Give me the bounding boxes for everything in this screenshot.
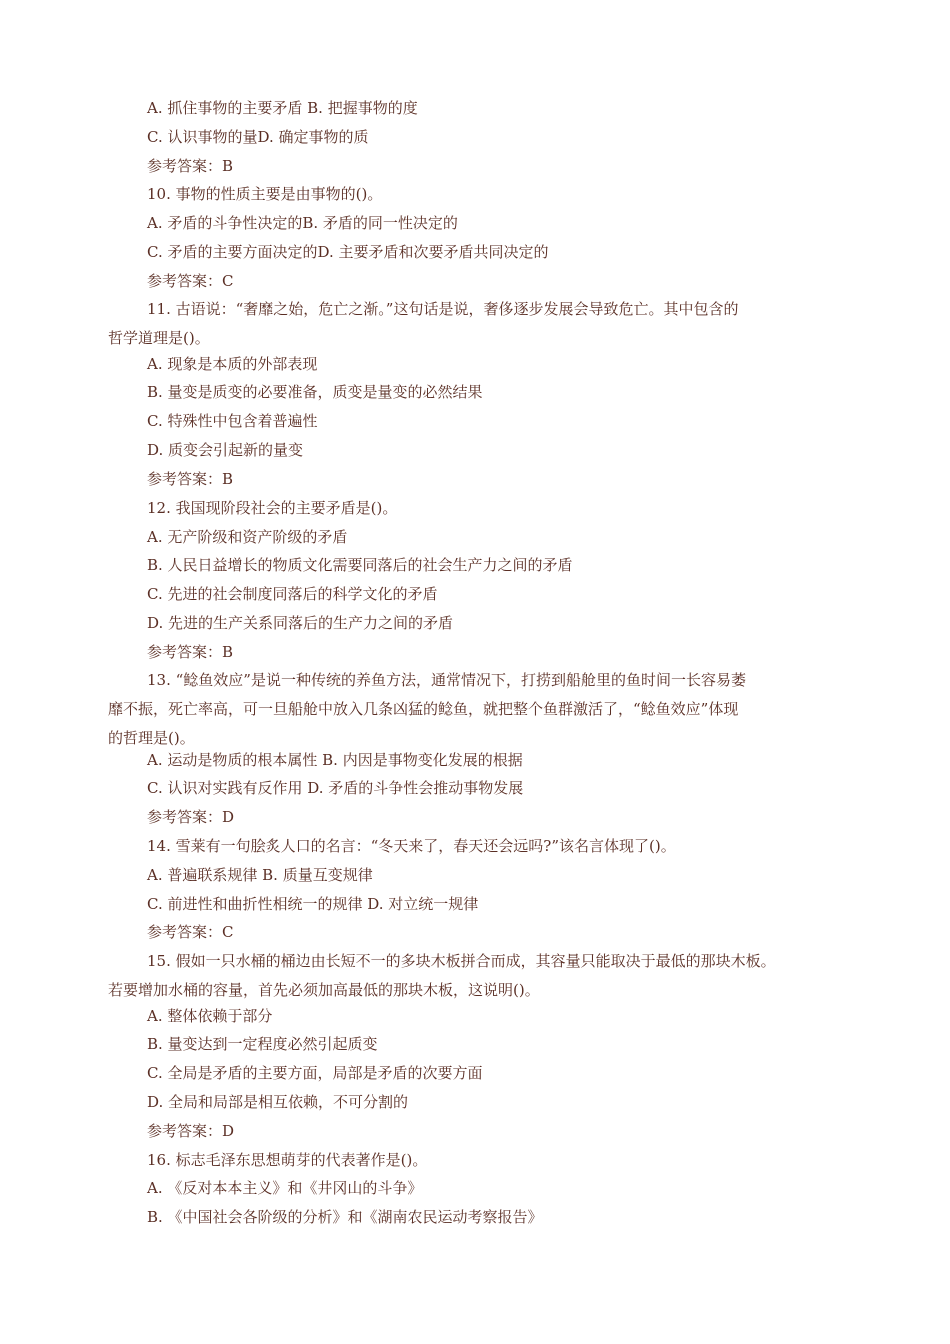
q16-question: 16. 标志毛泽东思想萌芽的代表著作是()。	[147, 1151, 428, 1169]
q15-option-b: B. 量变达到一定程度必然引起质变	[147, 1035, 378, 1053]
q11-question-line1: 11. 古语说：“奢靡之始，危亡之渐。”这句话是说，奢侈逐步发展会导致危亡。其中包含的	[147, 300, 739, 318]
q11-answer: 参考答案：B	[147, 470, 234, 488]
q13-option-cd: C. 认识对实践有反作用 D. 矛盾的斗争性会推动事物发展	[147, 779, 524, 797]
q15-question	[108, 947, 860, 1005]
q12-answer: 参考答案：B	[147, 643, 234, 661]
q11-question	[108, 295, 860, 353]
q14-option-cd: C. 前进性和曲折性相统一的规律 D. 对立统一规律	[147, 895, 479, 913]
q16-option-a: A. 《反对本本主义》和《井冈山的斗争》	[147, 1179, 423, 1197]
q11-question-line2: 哲学道理是()。	[108, 329, 210, 347]
q9-option-cd: C. 认识事物的量D. 确定事物的质	[147, 128, 369, 146]
q10-question: 10. 事物的性质主要是由事物的()。	[147, 185, 383, 203]
q9-option-ab: A. 抓住事物的主要矛盾 B. 把握事物的度	[147, 99, 418, 117]
q11-option-d: D. 质变会引起新的量变	[147, 441, 304, 459]
q10-answer: 参考答案：C	[147, 272, 234, 290]
q13-question-line3: 的哲理是()。	[108, 729, 195, 747]
q9-answer: 参考答案：B	[147, 157, 234, 175]
q15-option-c: C. 全局是矛盾的主要方面，局部是矛盾的次要方面	[147, 1064, 483, 1082]
q12-question: 12. 我国现阶段社会的主要矛盾是()。	[147, 499, 398, 517]
q16-option-b: B. 《中国社会各阶级的分析》和《湖南农民运动考察报告》	[147, 1208, 543, 1226]
q12-option-b: B. 人民日益增长的物质文化需要同落后的社会生产力之间的矛盾	[147, 556, 573, 574]
q11-option-c: C. 特殊性中包含着普遍性	[147, 412, 318, 430]
q13-option-ab: A. 运动是物质的根本属性 B. 内因是事物变化发展的根据	[147, 751, 523, 769]
q14-option-ab: A. 普遍联系规律 B. 质量互变规律	[147, 866, 373, 884]
q14-question: 14. 雪莱有一句脍炙人口的名言：“冬天来了，春天还会远吗?”该名言体现了()。	[147, 837, 676, 855]
q15-answer: 参考答案：D	[147, 1122, 235, 1140]
q13-question-line2: 靡不振，死亡率高，可一旦船舱中放入几条凶猛的鲶鱼，就把整个鱼群激活了，“鲶鱼效应”体现	[108, 700, 739, 718]
q10-option-cd: C. 矛盾的主要方面决定的D. 主要矛盾和次要矛盾共同决定的	[147, 243, 549, 261]
q13-answer: 参考答案：D	[147, 808, 235, 826]
q13-question	[108, 666, 860, 753]
q12-option-a: A. 无产阶级和资产阶级的矛盾	[147, 528, 348, 546]
q10-option-ab: A. 矛盾的斗争性决定的B. 矛盾的同一性决定的	[147, 214, 458, 232]
q15-option-a: A. 整体依赖于部分	[147, 1007, 273, 1025]
q13-question-line1: 13. “鲶鱼效应”是说一种传统的养鱼方法，通常情况下，打捞到船舱里的鱼时间一长容易萎	[147, 671, 746, 689]
q15-question-line1: 15. 假如一只水桶的桶边由长短不一的多块木板拼合而成，其容量只能取决于最低的那块木板。	[147, 952, 776, 970]
q15-question-line2: 若要增加水桶的容量，首先必须加高最低的那块木板，这说明()。	[108, 981, 540, 999]
q15-option-d: D. 全局和局部是相互依赖，不可分割的	[147, 1093, 409, 1111]
q12-option-c: C. 先进的社会制度同落后的科学文化的矛盾	[147, 585, 438, 603]
q14-answer: 参考答案：C	[147, 923, 234, 941]
q11-option-b: B. 量变是质变的必要准备，质变是量变的必然结果	[147, 383, 483, 401]
q12-option-d: D. 先进的生产关系同落后的生产力之间的矛盾	[147, 614, 454, 632]
q11-option-a: A. 现象是本质的外部表现	[147, 355, 318, 373]
